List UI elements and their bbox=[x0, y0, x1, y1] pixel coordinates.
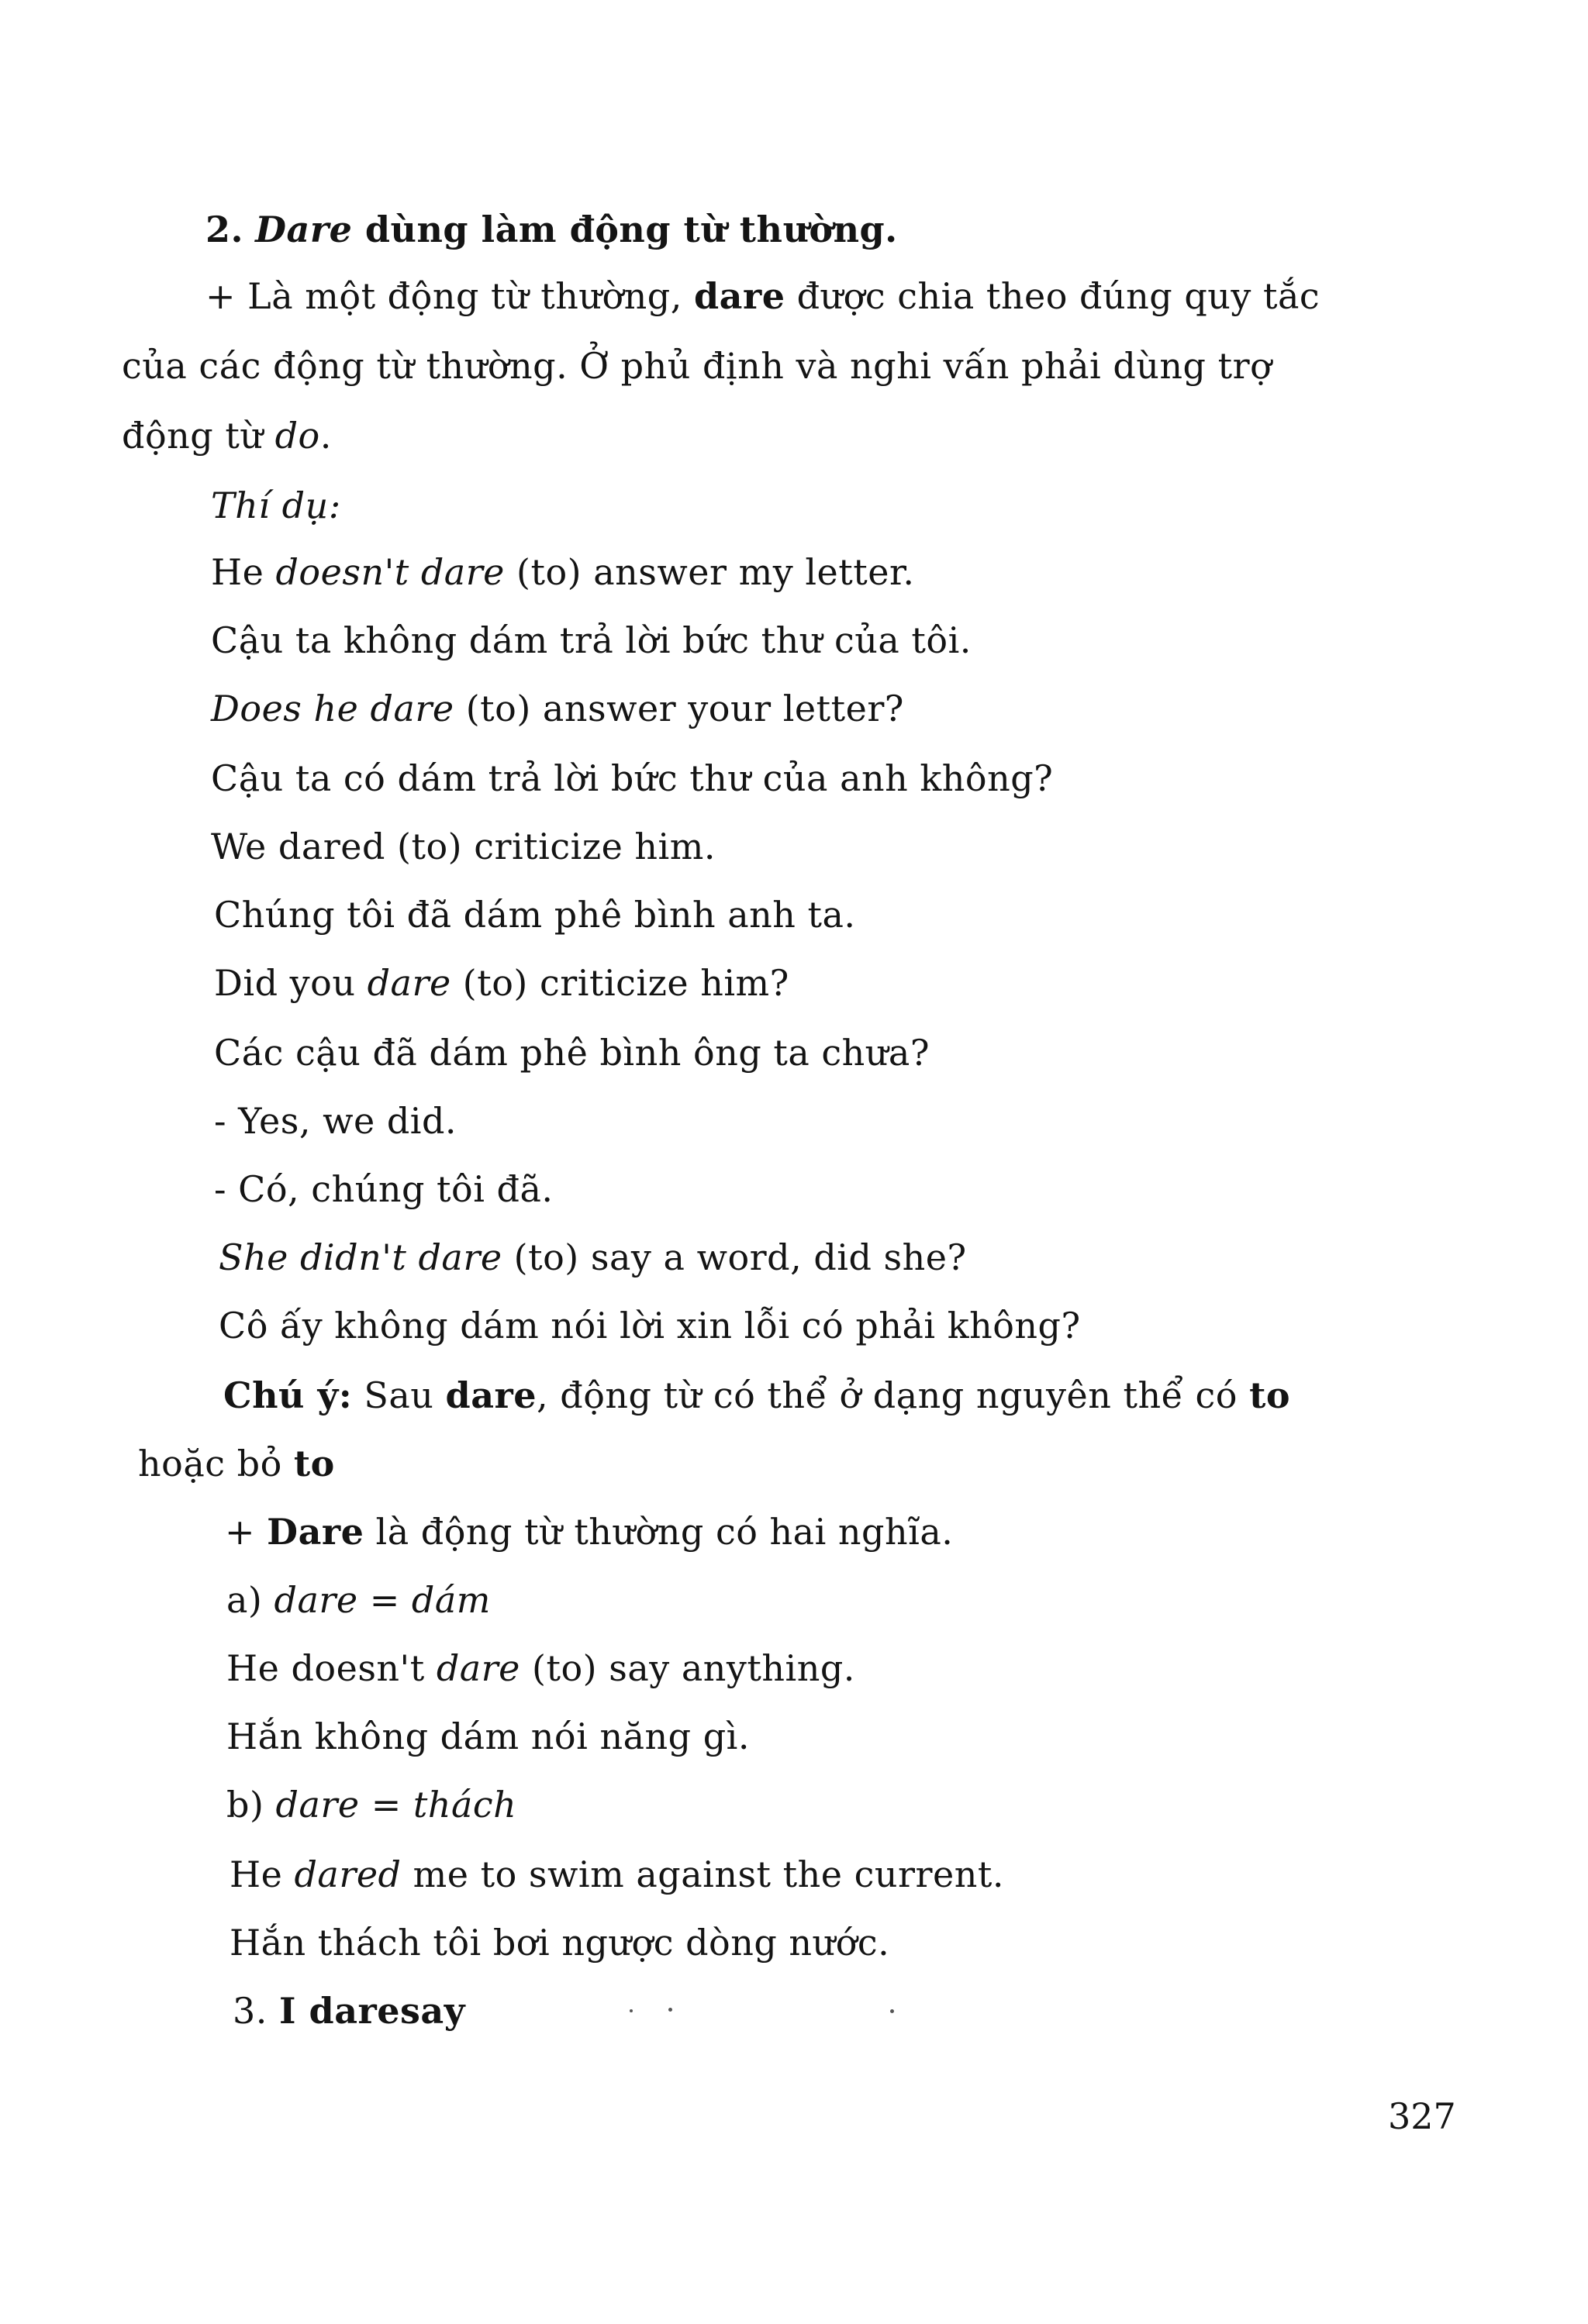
example-4: Did you dare (to) criticize him? bbox=[214, 962, 789, 1004]
note-line-1: Chú ý: Sau dare, động từ có thể ở dạng nguyên thể có to bbox=[223, 1374, 1291, 1416]
meanings-intro: + Dare là động từ thường có hai nghĩa. bbox=[225, 1511, 954, 1553]
section-3-heading: 3. I daresay bbox=[233, 1990, 465, 2032]
meaning-b-translation: Hắn thách tôi bơi ngược dòng nước. bbox=[230, 1922, 890, 1964]
example-4-answer: - Yes, we did. bbox=[214, 1100, 457, 1142]
example-1-translation: Cậu ta không dám trả lời bức thư của tôi. bbox=[211, 619, 972, 661]
intro-line-2: của các động từ thường. Ở phủ định và nghi vấn phải dùng trợ bbox=[122, 345, 1272, 387]
example-5-translation: Cô ấy không dám nói lời xin lỗi có phải không? bbox=[219, 1305, 1081, 1346]
examples-label: Thí dụ: bbox=[211, 484, 341, 526]
example-2-translation: Cậu ta có dám trả lời bức thư của anh không? bbox=[211, 757, 1054, 799]
example-4-answer-translation: - Có, chúng tôi đã. bbox=[214, 1168, 554, 1210]
meaning-a-translation: Hắn không dám nói năng gì. bbox=[226, 1715, 750, 1757]
page-number: 327 bbox=[1388, 2095, 1456, 2137]
meaning-b-label: b) dare = thách bbox=[226, 1784, 517, 1826]
meaning-a-label: a) dare = dám bbox=[226, 1579, 491, 1621]
example-2: Does he dare (to) answer your letter? bbox=[211, 688, 904, 729]
example-3-translation: Chúng tôi đã dám phê bình anh ta. bbox=[214, 894, 856, 936]
scan-speck bbox=[630, 2009, 633, 2012]
example-3: We dared (to) criticize him. bbox=[211, 826, 716, 867]
scan-speck bbox=[890, 2009, 894, 2013]
example-4-translation: Các cậu đã dám phê bình ông ta chưa? bbox=[214, 1032, 930, 1074]
intro-line-3: động từ do. bbox=[122, 415, 332, 457]
intro-line-1: + Là một động từ thường, dare được chia theo đúng quy tắc bbox=[205, 275, 1320, 317]
meaning-b-example: He dared me to swim against the current. bbox=[230, 1853, 1004, 1895]
scan-speck bbox=[668, 2008, 672, 2012]
note-line-2: hoặc bỏ to bbox=[138, 1443, 335, 1484]
example-1: He doesn't dare (to) answer my letter. bbox=[211, 551, 915, 593]
example-5: She didn't dare (to) say a word, did she? bbox=[219, 1236, 967, 1278]
meaning-a-example: He doesn't dare (to) say anything. bbox=[226, 1647, 855, 1689]
section-heading: 2. Dare dùng làm động từ thường. bbox=[205, 209, 898, 250]
